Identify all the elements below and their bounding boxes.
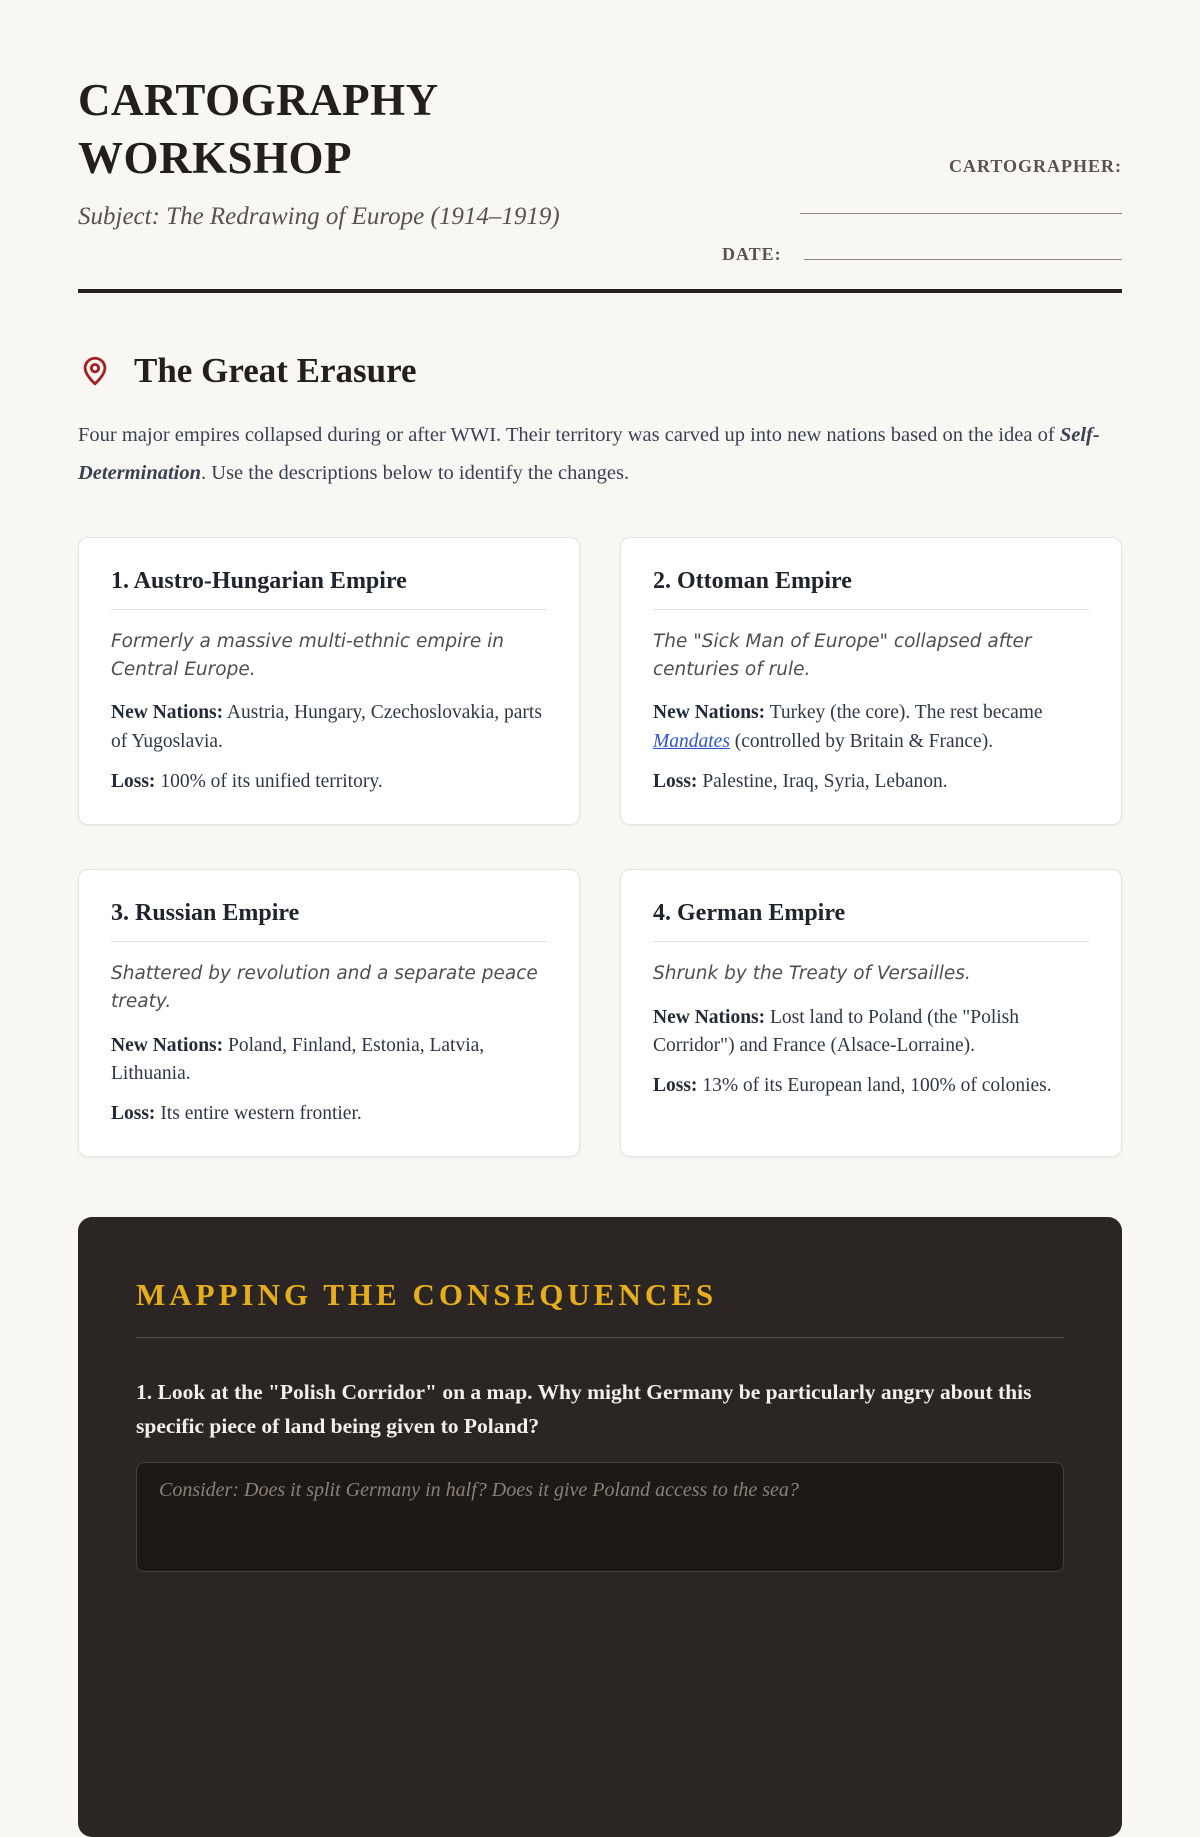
section-intro <box>78 417 1122 493</box>
card-ottoman-empire <box>620 537 1122 825</box>
question-1: 1. Look at the "Polish Corridor" on a map. Why might Germany be particularly angry about this specific piece of land being given to Poland? <box>136 1380 1032 1439</box>
new-nations-value: Austria, Hungary, Czechoslovakia, parts of Yugoslavia. <box>111 702 542 752</box>
cartographer-line <box>800 213 1122 214</box>
new-nations-label: New Nations: <box>653 702 766 724</box>
card-german-empire <box>620 869 1122 1157</box>
card-loss <box>111 768 547 796</box>
section-title: The Great Erasure <box>134 351 417 390</box>
loss-label: Loss: <box>653 770 698 792</box>
card-loss <box>653 768 1089 796</box>
intro-suffix: . Use the descriptions below to identify the changes. <box>201 461 630 484</box>
consequences-panel <box>78 1217 1122 1837</box>
loss-label: Loss: <box>111 770 156 792</box>
card-divider <box>111 941 547 942</box>
card-new-nations <box>653 1004 1089 1061</box>
header-title-block <box>78 72 623 265</box>
card-new-nations <box>111 699 547 756</box>
empire-cards-grid <box>78 537 1122 1158</box>
header-signature-block <box>700 72 1122 265</box>
header-rule <box>78 289 1122 293</box>
intro-emphasis: Self-Determination <box>78 424 1100 484</box>
card-description: Shattered by revolution and a separate peace treaty. <box>111 963 538 1012</box>
section-heading <box>78 351 1122 391</box>
new-nations-value: Lost land to Poland (the "Polish Corridor") and France (Alsace-Lorraine). <box>653 1006 1019 1057</box>
cartographer-label: CARTOGRAPHER: <box>948 156 1122 176</box>
card-loss <box>653 1072 1089 1100</box>
consequences-title: MAPPING THE CONSEQUENCES <box>136 1277 718 1313</box>
page-title: CARTOGRAPHY WORKSHOP <box>78 75 437 183</box>
card-new-nations <box>111 1032 547 1089</box>
card-description: Shrunk by the Treaty of Versailles. <box>653 963 971 985</box>
header <box>78 72 1122 265</box>
consequences-divider <box>136 1337 1064 1338</box>
date-line <box>804 246 1122 260</box>
card-divider <box>111 609 547 610</box>
card-austro-hungarian-empire <box>78 537 580 825</box>
card-loss <box>111 1100 547 1128</box>
new-nations-label: New Nations: <box>111 1034 224 1056</box>
intro-prefix: Four major empires collapsed during or after WWI. Their territory was carved up into new nations based on the idea of <box>78 424 1060 446</box>
map-pin-icon <box>78 354 112 388</box>
card-title: 2. Ottoman Empire <box>653 567 852 594</box>
card-divider <box>653 941 1089 942</box>
card-new-nations <box>653 699 1089 756</box>
loss-value: Its entire western frontier. <box>155 1103 362 1125</box>
new-nations-value-suffix: (controlled by Britain & France). <box>729 730 994 752</box>
page-subtitle: Subject: The Redrawing of Europe (1914–1919) <box>78 203 560 231</box>
card-title: 3. Russian Empire <box>111 900 300 927</box>
card-description: Formerly a massive multi-ethnic empire in Central Europe. <box>111 630 504 680</box>
card-description: The "Sick Man of Europe" collapsed after centuries of rule. <box>653 630 1032 680</box>
card-russian-empire <box>78 869 580 1157</box>
new-nations-label: New Nations: <box>111 702 224 724</box>
loss-label: Loss: <box>653 1075 698 1097</box>
date-field <box>700 244 1122 265</box>
loss-value: Palestine, Iraq, Syria, Lebanon. <box>697 770 948 792</box>
loss-label: Loss: <box>111 1103 156 1125</box>
new-nations-value-prefix: Turkey (the core). The rest became <box>765 702 1043 724</box>
question-1-answer-input[interactable] <box>136 1462 1064 1572</box>
card-title: 4. German Empire <box>653 900 846 927</box>
card-divider <box>653 609 1089 610</box>
loss-value: 100% of its unified territory. <box>155 770 383 792</box>
mandates-link[interactable]: Mandates <box>653 730 730 752</box>
new-nations-label: New Nations: <box>653 1006 766 1028</box>
new-nations-value: Poland, Finland, Estonia, Latvia, Lithuania. <box>111 1034 485 1084</box>
date-label: DATE: <box>722 244 782 264</box>
card-title: 1. Austro-Hungarian Empire <box>111 567 407 594</box>
loss-value: 13% of its European land, 100% of colonies. <box>697 1075 1052 1097</box>
